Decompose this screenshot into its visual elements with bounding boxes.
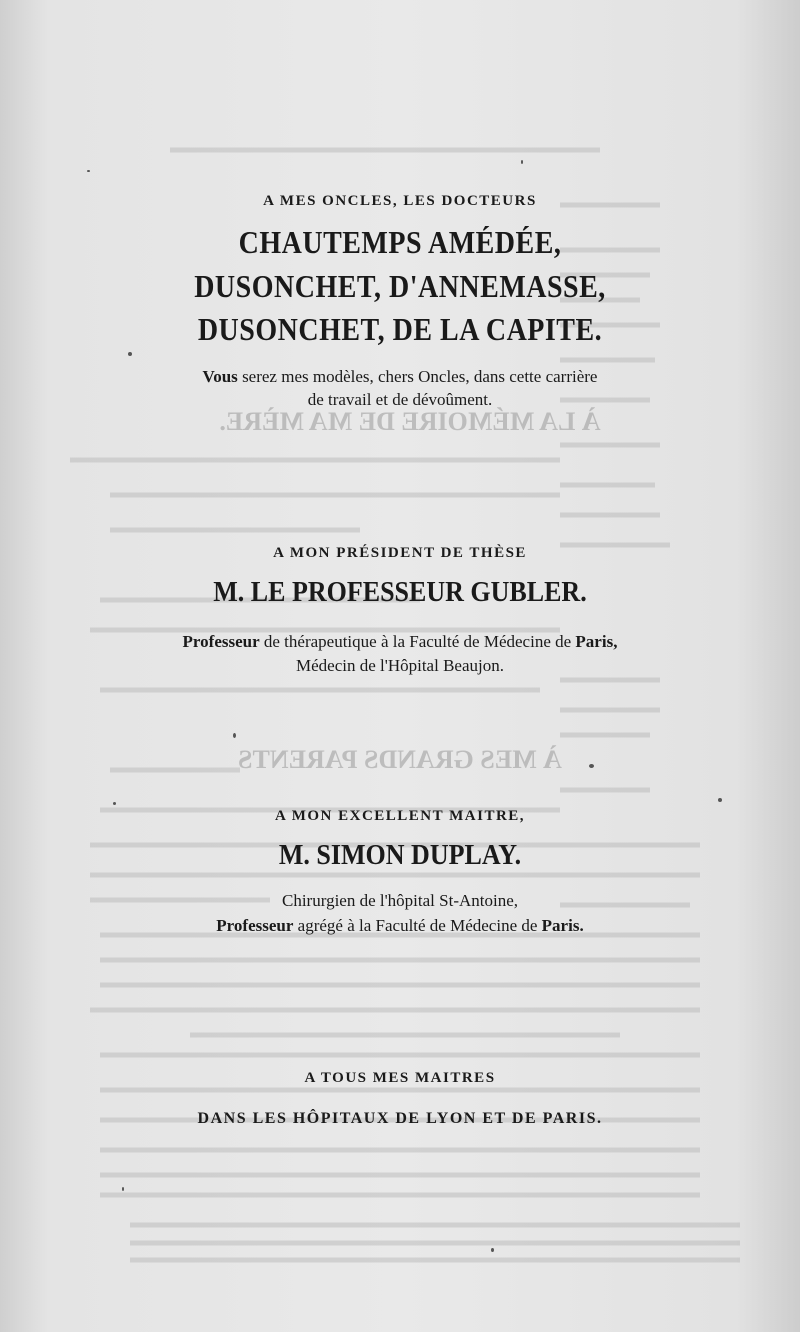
uncles-message-vous: Vous xyxy=(202,367,238,386)
scan-dust-speck xyxy=(233,733,236,738)
bleed-memoire: À LA MÉMOIRE DE MA MÈRE. xyxy=(219,407,601,436)
president-title-line-1 xyxy=(0,632,800,652)
scan-dust-speck xyxy=(87,170,90,172)
bleed-grands-parents: À MES GRANDS PARENTS xyxy=(238,745,562,774)
president-professeur: Professeur xyxy=(182,632,260,651)
uncles-message-line-2: de travail et de dévoûment. xyxy=(307,390,493,409)
scan-dust-speck xyxy=(718,798,722,802)
scan-dust-speck xyxy=(491,1248,494,1252)
scan-dust-speck xyxy=(113,802,116,805)
uncles-message-line-1 xyxy=(0,367,800,387)
scan-dust-speck xyxy=(521,160,523,164)
master-paris: Paris. xyxy=(541,916,584,935)
president-title-middle: de thérapeutique à la Faculté de Médecine de xyxy=(259,632,576,651)
president-title-line-2: Médecin de l'Hôpital Beaujon. xyxy=(296,656,504,675)
all-masters-rest: LES HÔPITAUX DE LYON ET DE PARIS. xyxy=(247,1110,603,1127)
all-masters-line xyxy=(0,1110,800,1128)
master-professeur: Professeur xyxy=(216,916,294,935)
all-masters-dans: DANS xyxy=(197,1110,248,1127)
master-heading: A MON EXCELLENT MAITRE, xyxy=(274,808,526,824)
president-name: M. LE PROFESSEUR GUBLER. xyxy=(213,575,587,608)
scan-dust-speck xyxy=(589,764,594,768)
uncles-message-rest: serez mes modèles, chers Oncles, dans cette carrière xyxy=(237,367,598,386)
uncle-name-2: DUSONCHET, D'ANNEMASSE, xyxy=(194,270,606,305)
uncles-heading: A MES ONCLES, LES DOCTEURS xyxy=(263,193,537,209)
master-title-middle: agrégé à la Faculté de Médecine de xyxy=(293,916,542,935)
scan-dust-speck xyxy=(122,1187,124,1191)
master-name: M. SIMON DUPLAY. xyxy=(278,838,522,871)
all-masters-heading: A TOUS MES MAITRES xyxy=(304,1070,496,1086)
uncle-name-1: CHAUTEMPS AMÉDÉE, xyxy=(238,226,562,261)
master-title-line-2 xyxy=(0,916,800,936)
president-heading: A MON PRÉSIDENT DE THÈSE xyxy=(273,545,527,561)
uncle-name-3: DUSONCHET, DE LA CAPITE. xyxy=(197,313,603,348)
president-paris: Paris, xyxy=(575,632,618,651)
master-title-line-1: Chirurgien de l'hôpital St-Antoine, xyxy=(282,891,518,910)
scan-dust-speck xyxy=(128,352,132,356)
